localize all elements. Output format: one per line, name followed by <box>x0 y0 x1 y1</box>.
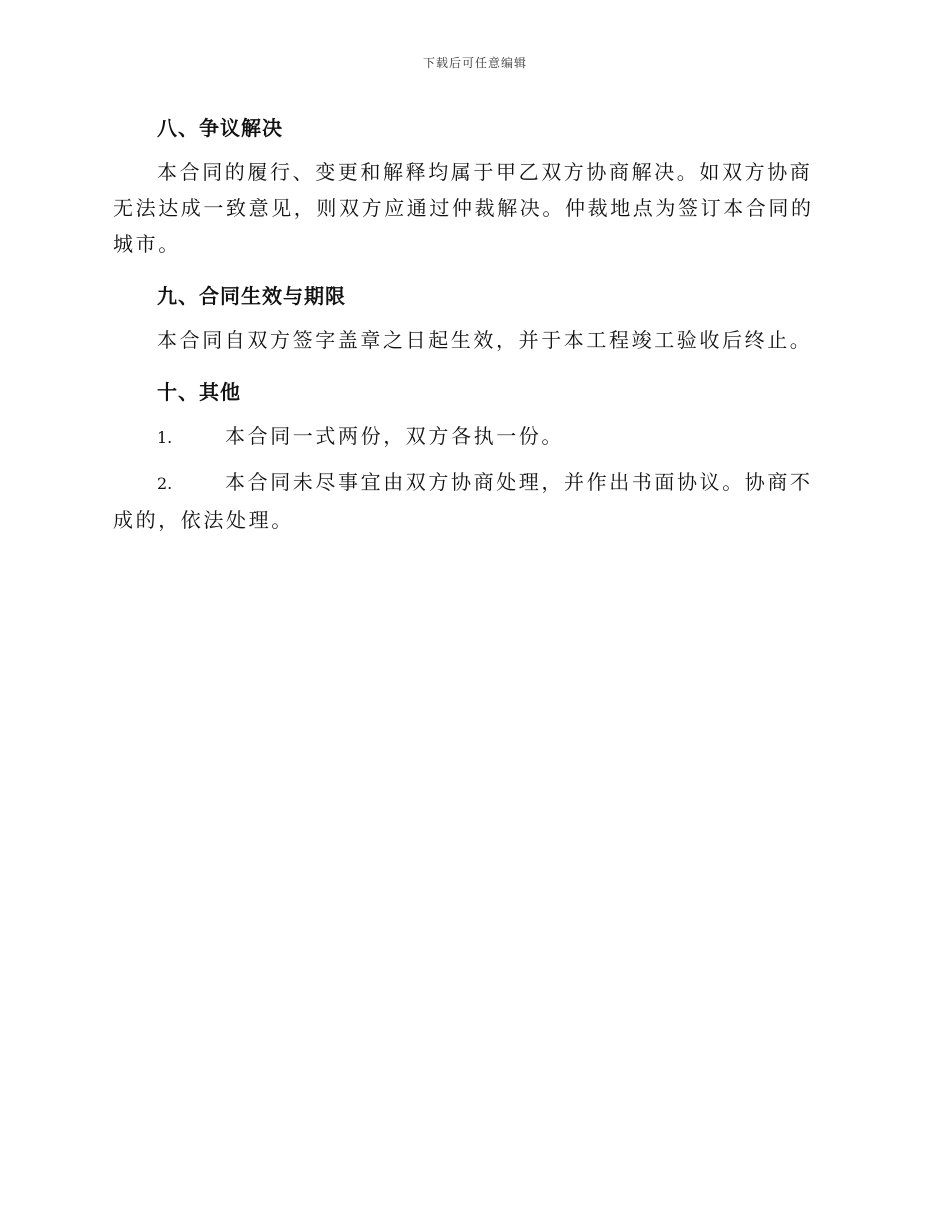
section-heading-effective: 九、合同生效与期限 <box>157 284 346 308</box>
header-note: 下载后可任意编辑 <box>422 56 527 70</box>
section-heading-dispute: 八、争议解决 <box>157 116 283 140</box>
list-item-number: 1. <box>157 428 173 447</box>
section-paragraph-dispute: 本合同的履行、变更和解释均属于甲乙双方协商解决。如双方协商无法达成一致意见，则双方应通过仲裁解决。仲裁地点为签订本合同的城市。 <box>113 160 814 256</box>
list-item-text: 本合同未尽事宜由双方协商处理，并作出书面协议。协商不成的，依法处理。 <box>113 470 813 532</box>
section-paragraph-effective: 本合同自双方签字盖章之日起生效，并于本工程竣工验收后终止。 <box>157 328 813 352</box>
list-item <box>113 464 833 538</box>
section-heading-other: 十、其他 <box>157 380 241 404</box>
document-body <box>113 110 833 538</box>
list-item-text: 本合同一式两份，双方各执一份。 <box>225 424 564 448</box>
list-item <box>113 418 833 456</box>
list-item-number: 2. <box>157 474 173 493</box>
